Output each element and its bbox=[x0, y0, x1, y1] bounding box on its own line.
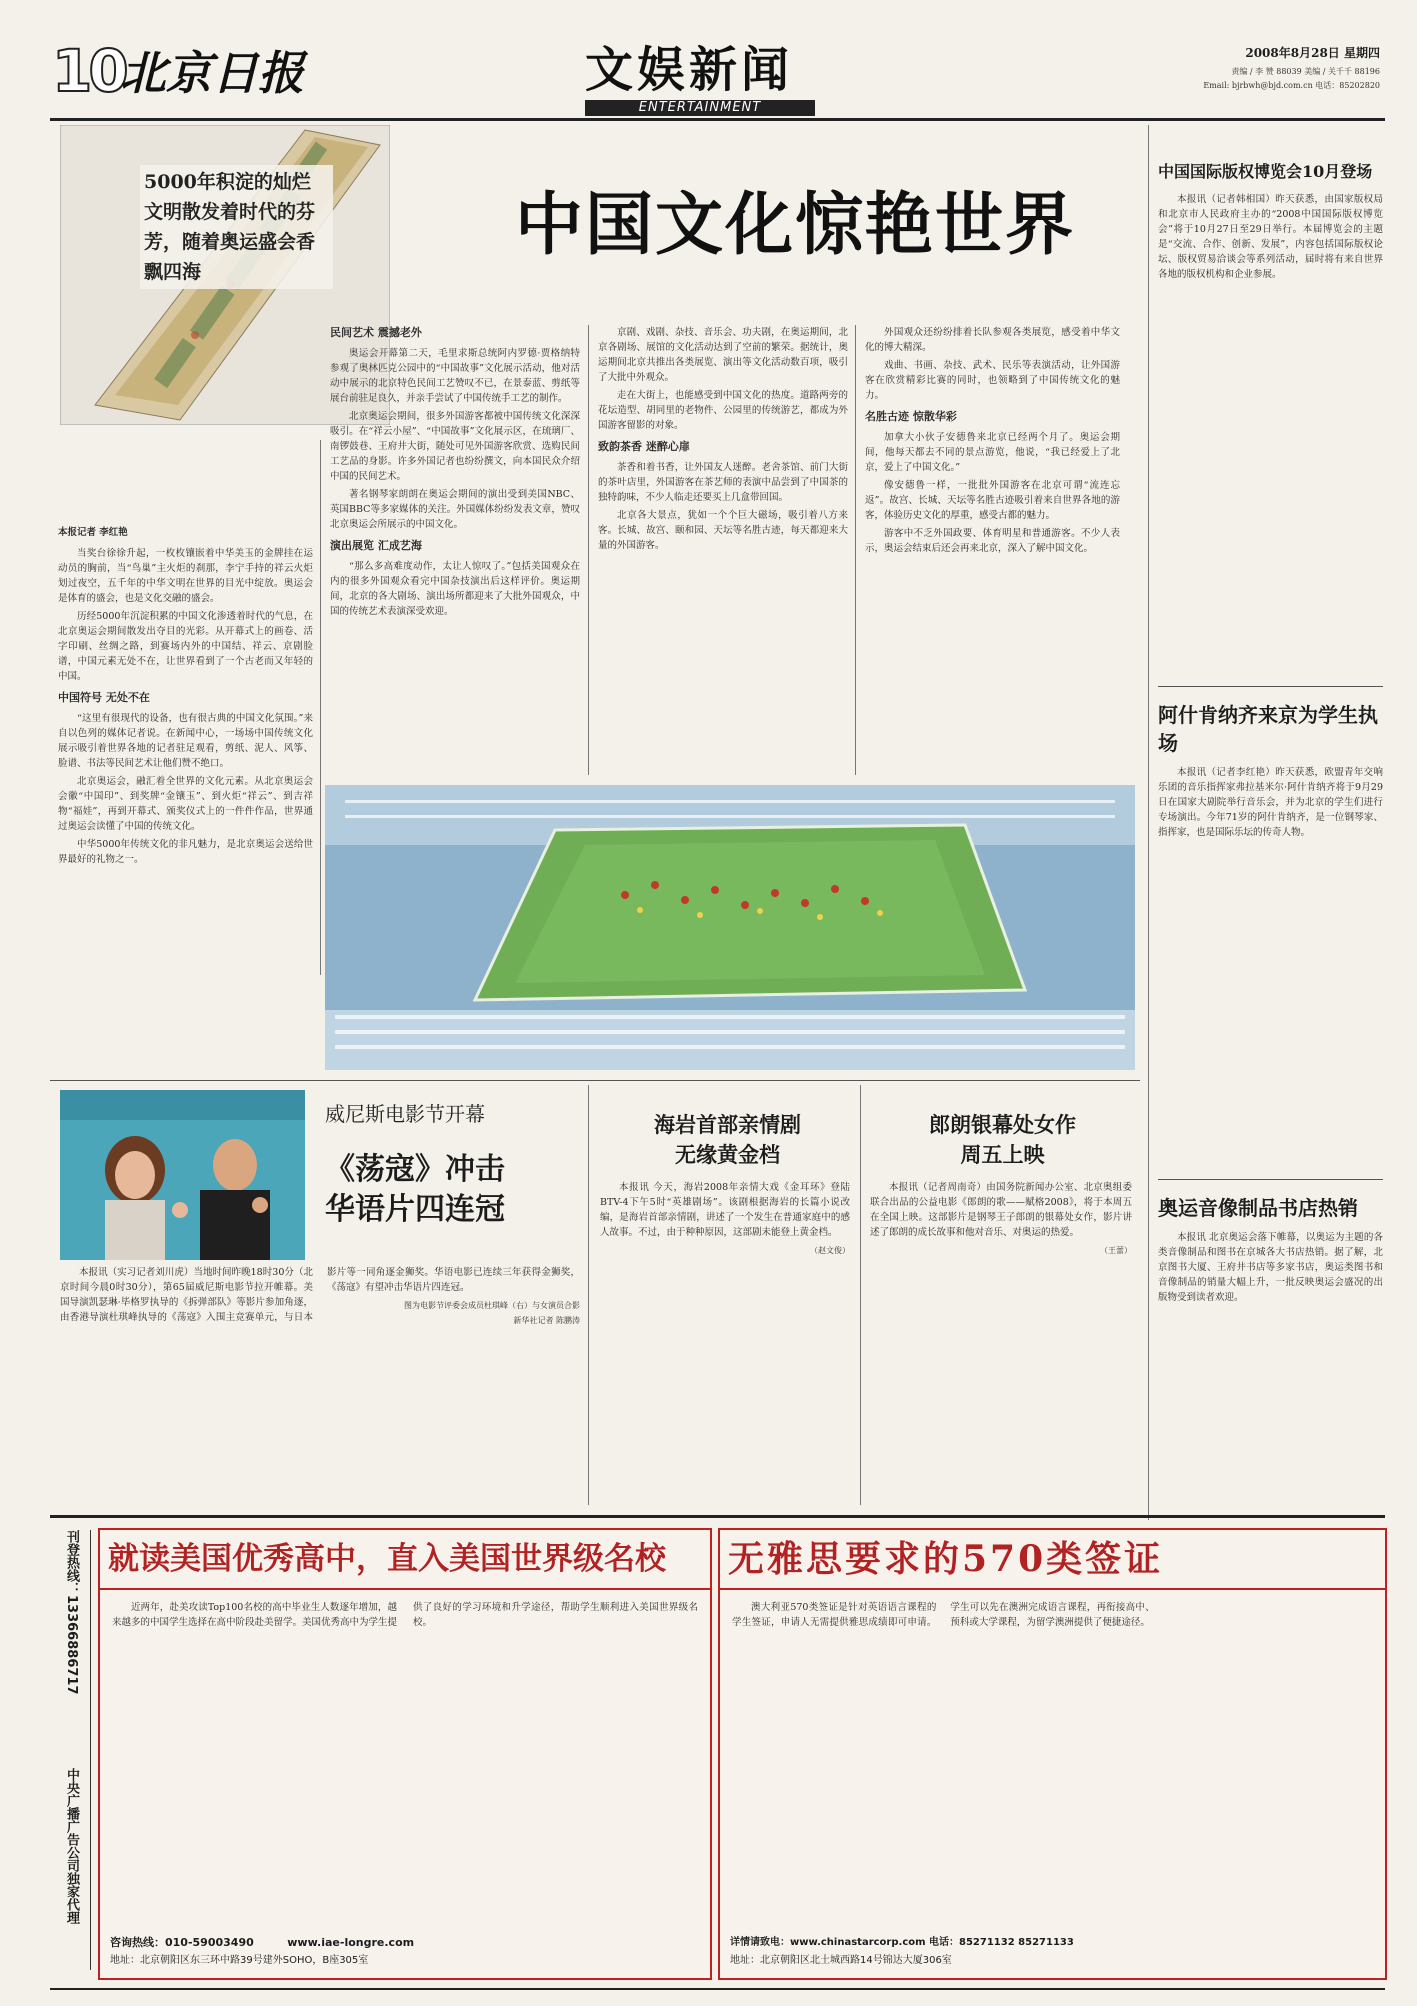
venice-kicker: 威尼斯电影节开幕 bbox=[325, 1102, 485, 1126]
lead-col-4 bbox=[865, 325, 1120, 765]
langlang-body bbox=[870, 1180, 1132, 1500]
section-title: 文娱新闻 bbox=[585, 42, 794, 98]
langlang-paragraph: 本报讯（记者周南奇）由国务院新闻办公室、北京奥组委联合出品的公益电影《郎朗的歌——赋格2008》，将于本周五在全国上映。这部影片是钢琴王子郎朗的银幕处女作，影片讲述了郎朗的成长故事和他对音乐、对奥运的热爱。 bbox=[870, 1182, 1132, 1238]
ad-right bbox=[718, 1528, 1387, 1980]
stadium-photo bbox=[325, 785, 1135, 1070]
ad-paragraph: 近两年，赴美攻读Top100名校的高中毕业生人数逐年增加，越来越多的中国学生选择在高中阶段赴美留学。美国优秀高中为学生提供了良好的学习环境和升学途径，帮助学生顺利进入美国世界级名校。 bbox=[112, 1602, 698, 1628]
page-bottom-rule bbox=[50, 1988, 1385, 1990]
venice-credit: 新华社记者 陈鹏涛 bbox=[513, 1316, 580, 1325]
langlang-headline-1: 郎朗银幕处女作 bbox=[929, 1112, 1076, 1137]
subhead-folk: 民间艺术 震撼老外 bbox=[330, 326, 422, 339]
lead-paragraph: 北京各大景点，犹如一个个巨大磁场，吸引着八方来客。长城、故宫、颐和园、天坛等名胜古迹，每天都迎来大量的外国游客。 bbox=[598, 510, 848, 551]
venice-photo-credit: 图为电影节评委会成员杜琪峰（右）与女演员合影 bbox=[404, 1301, 580, 1310]
lead-paragraph: “这里有很现代的设备，也有很古典的中国文化氛围。”来自以色列的媒体记者说。在新闻中心，一场场中国传统文化展示吸引着世界各地的记者驻足观看，剪纸、泥人、风筝、脸谱、书法等民间艺术让他们赞不绝口。 bbox=[58, 713, 313, 769]
lead-paragraph: 中华5000年传统文化的非凡魅力，是北京奥运会送给世界最好的礼物之一。 bbox=[58, 839, 313, 865]
ad-website[interactable]: www.iae-longre.com bbox=[287, 1936, 415, 1949]
issue-date: 2008年8月28日 星期四 bbox=[1245, 46, 1380, 60]
stadium-graphic bbox=[325, 785, 1135, 1070]
lead-paragraph: 茶香和着书香，让外国友人迷醉。老舍茶馆、前门大街的茶叶店里，外国游客在茶艺师的表演中品尝到了中国茶的独特韵味，不少人临走还要买上几盒带回国。 bbox=[598, 462, 848, 503]
col-divider bbox=[588, 325, 589, 775]
ad-paragraph: 澳大利亚570类签证是针对英语语言课程的学生签证，申请人无需提供雅思成绩即可申请。学生可以先在澳洲完成语言课程，再衔接高中、预科或大学课程，为留学澳洲提供了便捷途径。 bbox=[732, 1602, 1155, 1628]
lead-paragraph: 游客中不乏外国政要、体育明星和普通游客。不少人表示，奥运会结束后还会再来北京，深入了解中国文化。 bbox=[865, 528, 1120, 554]
ad-side-strip bbox=[62, 1530, 91, 1970]
sidebar-paragraph: 本报讯（记者李红艳）昨天获悉，欧盟青年交响乐团的音乐指挥家弗拉基米尔·阿什肯纳齐将于9月29日在国家大剧院举行音乐会，并为北京的学生们进行专场演出。今年71岁的阿什肯纳齐，是一位钢琴家、指挥家，也是国际乐坛的传奇人物。 bbox=[1158, 767, 1383, 838]
sidebar bbox=[1158, 160, 1383, 1450]
lead-paragraph: 加拿大小伙子安德鲁来北京已经两个月了。奥运会期间，他每天都去不同的景点游览，他说，“我已经爱上了北京，爱上了中国文化。” bbox=[865, 432, 1120, 473]
langlang-credit: （王蕾） bbox=[1100, 1246, 1132, 1255]
lead-paragraph: 京剧、戏剧、杂技、音乐会、功夫剧，在奥运期间，北京各剧场、展馆的文化活动达到了空前的繁荣。据统计，奥运期间北京共推出各类展览、演出等文化活动数百项，吸引了大批中外观众。 bbox=[598, 327, 848, 383]
venice-body bbox=[60, 1265, 580, 1490]
ad-top-rule bbox=[50, 1515, 1385, 1518]
sidebar-copyright-body bbox=[1158, 192, 1383, 672]
ad-hotline-vertical: 刊登热线：13366886717 bbox=[64, 1530, 79, 1695]
lead-paragraph: “那么多高难度动作，太让人惊叹了。”包括美国观众在内的很多外国观众看完中国杂技演出后这样评价。奥运期间，北京的各大剧场、演出场所都迎来了大批外国观众，中国的传统艺术表演深受欢迎。 bbox=[330, 561, 580, 617]
subhead-name: 名胜古迹 惊散华彩 bbox=[865, 410, 957, 423]
subhead-exhibit: 演出展览 汇成艺海 bbox=[330, 539, 422, 552]
lead-byline: 本报记者 李红艳 bbox=[58, 527, 128, 538]
ad-left-headline: 就读美国优秀高中，直入美国世界级名校 bbox=[100, 1530, 710, 1590]
lead-headline: 中国文化惊艳世界 bbox=[515, 185, 1076, 265]
sidebar-paragraph: 本报讯 北京奥运会落下帷幕，以奥运为主题的各类音像制品和图书在京城各大书店热销。据了解，北京图书大厦、王府井书店等多家书店，奥运类图书和音像制品的销量大幅上升，一批反映奥运会盛况的出版物受到读者欢迎。 bbox=[1158, 1232, 1383, 1303]
lead-paragraph: 像安德鲁一样，一批批外国游客在北京可谓“流连忘返”。故宫、长城、天坛等名胜古迹吸引着来自世界各地的游客，体验历史文化的厚重，感受古都的魅力。 bbox=[865, 480, 1120, 521]
masthead-rule bbox=[50, 118, 1385, 121]
venice-headline-2: 华语片四连冠 bbox=[325, 1192, 505, 1227]
lead-col-3 bbox=[598, 325, 848, 765]
sidebar-audio-title: 奥运音像制品书店热销 bbox=[1158, 1196, 1358, 1220]
ad-right-headline: 无雅思要求的570类签证 bbox=[720, 1530, 1385, 1590]
ad-right-footer bbox=[730, 1934, 1375, 1970]
drama-headline-2: 无缘黄金档 bbox=[675, 1142, 780, 1167]
col-divider bbox=[320, 440, 321, 975]
lead-paragraph: 历经5000年沉淀积累的中国文化渗透着时代的气息，在北京奥运会期间散发出夺目的光彩。从开幕式上的画卷、活字印刷、丝绸之路，到赛场内外的中国结、祥云、京剧脸谱，中国元素无处不在，让世界看到了一个古老而又年轻的中国。 bbox=[58, 611, 313, 682]
sidebar-ashkenazy-body bbox=[1158, 765, 1383, 1165]
lead-intro: 5000年积淀的灿烂文明散发着时代的芬芳，随着奥运盛会香飘四海 bbox=[140, 165, 333, 289]
ad-right-address: 地址：北京朝阳区北土城西路14号锦达大厦306室 bbox=[730, 1955, 952, 1966]
sidebar-rule bbox=[1158, 686, 1383, 687]
lead-paragraph: 北京奥运会，融汇着全世界的文化元素。从北京奥运会会徽“中国印”、到奖牌“金镶玉”、到火炬“祥云”、到吉祥物“福娃”，再到开幕式、颁奖仪式上的一件件作品，世界通过奥运会读懂了中国的传统文化。 bbox=[58, 776, 313, 832]
venice-photo bbox=[60, 1090, 305, 1260]
sidebar-paragraph: 本报讯（记者韩相国）昨天获悉，由国家版权局和北京市人民政府主办的“2008中国国际版权博览会”将于10月27日至29日举行。本届博览会的主题是“交流、合作、创新、发展”，内容包括国际版权论坛、版权贸易洽谈会等系列活动，届时将有来自世界各地的版权机构和企业参展。 bbox=[1158, 194, 1383, 280]
ad-address: 地址：北京朝阳区东三环中路39号建外SOHO，B座305室 bbox=[110, 1955, 369, 1966]
ad-left-footer bbox=[110, 1934, 700, 1970]
col-divider bbox=[860, 1085, 861, 1505]
sidebar-rule bbox=[1158, 1179, 1383, 1180]
lead-paragraph: 著名钢琴家朗朗在奥运会期间的演出受到美国NBC、英国BBC等多家媒体的关注。外国媒体纷纷发表文章，赞叹北京奥运会所展示的中国文化。 bbox=[330, 489, 580, 530]
lead-paragraph: 走在大街上，也能感受到中国文化的热度。道路两旁的花坛造型、胡同里的老物件、公园里的传统游艺，都成为外国游客留影的对象。 bbox=[598, 390, 848, 431]
drama-body bbox=[600, 1180, 850, 1500]
lead-col-2 bbox=[330, 325, 580, 765]
lead-paragraph: 奥运会开幕第二天，毛里求斯总统阿内罗德·贾格纳特参观了奥林匹克公园中的“中国故事”文化展示活动，他对活动中展示的北京特色民间工艺赞叹不已，在景泰蓝、剪纸等展台前驻足良久，并亲手尝试了中国传统手工艺的制作。 bbox=[330, 348, 580, 404]
sidebar-audio-body bbox=[1158, 1230, 1383, 1450]
section-en: ENTERTAINMENT bbox=[585, 100, 815, 116]
lead-paragraph: 当奖台徐徐升起，一枚枚镶嵌着中华美玉的金牌挂在运动员的胸前，当“鸟巢”主火炬的刹那，李宁手持的祥云火炬划过夜空，五千年的中华文明在世界的目光中绽放。奥运会是体育的盛会，也是文化交融的盛会。 bbox=[58, 548, 313, 604]
langlang-headline-2: 周五上映 bbox=[960, 1142, 1045, 1167]
drama-headline-1: 海岩首部亲情剧 bbox=[654, 1112, 801, 1137]
drama-paragraph: 本报讯 今天，海岩2008年亲情大戏《金耳环》登陆BTV-4下午5时“英雄剧场”。该剧根据海岩的长篇小说改编，是海岩首部亲情剧，讲述了一个发生在普通家庭中的感人故事。不过，由于种种原因，这部剧未能登上黄金档。 bbox=[600, 1182, 850, 1238]
sidebar-ashkenazy-title: 阿什肯纳齐来京为学生执场 bbox=[1158, 703, 1378, 755]
subhead-symbol: 中国符号 无处不在 bbox=[58, 691, 150, 704]
contact-info: Email: bjrbwh@bjd.com.cn 电话：85202820 bbox=[1203, 81, 1380, 90]
lead-paragraph: 戏曲、书画、杂技、武术、民乐等表演活动，让外国游客在欣赏精彩比赛的同时，也领略到了中国传统文化的魅力。 bbox=[865, 360, 1120, 401]
ad-left bbox=[98, 1528, 712, 1980]
ad-right-hotline: 详情请致电：www.chinastarcorp.com 电话：85271132 85271133 bbox=[730, 1937, 1074, 1948]
col-divider bbox=[855, 325, 856, 775]
subhead-tea: 致韵茶香 迷醉心扉 bbox=[598, 440, 690, 453]
sidebar-copyright-title: 中国国际版权博览会10月登场 bbox=[1158, 162, 1373, 181]
venice-headline-1: 《荡寇》冲击 bbox=[325, 1152, 505, 1187]
venice-photo-graphic bbox=[60, 1090, 305, 1260]
ad-right-body bbox=[720, 1590, 1385, 1920]
ad-hotline: 咨询热线：010-59003490 bbox=[110, 1936, 254, 1949]
lead-paragraph: 外国观众还纷纷排着长队参观各类展览，感受着中华文化的博大精深。 bbox=[865, 327, 1120, 353]
drama-credit: （赵文俊） bbox=[810, 1246, 850, 1255]
ad-left-body bbox=[100, 1590, 710, 1920]
ad-agency-vertical: 中央广播广告公司独家代理 bbox=[64, 1768, 79, 1924]
sidebar-divider bbox=[1148, 125, 1149, 1520]
section-rule bbox=[50, 1080, 1140, 1081]
page-number: 10 bbox=[52, 37, 125, 105]
lead-col-1 bbox=[58, 525, 313, 970]
lead-paragraph: 北京奥运会期间，很多外国游客都被中国传统文化深深吸引。在“祥云小屋”、“中国故事”文化展示区，在琉璃厂、南锣鼓巷、王府井大街，随处可见外国游客欣赏、选购民间工艺品的身影。许多外国记者也纷纷撰文，向本国民众介绍中国的民间艺术。 bbox=[330, 411, 580, 482]
venice-paragraph: 本报讯（实习记者刘川虎）当地时间昨晚18时30分（北京时间今晨0时30分），第65届威尼斯电影节拉开帷幕。美国导演凯瑟琳·毕格罗执导的《拆弹部队》等影片参加角逐，由香港导演杜琪峰执导的《荡寇》入围主竞赛单元，与日本影片等一同角逐金狮奖。华语电影已连续三年获得金狮奖，《荡寇》有望冲击华语片四连冠。 bbox=[60, 1267, 580, 1323]
paper-name: 北京日报 bbox=[120, 46, 304, 100]
col-divider bbox=[588, 1085, 589, 1505]
editor-info: 责编 / 李 赞 88039 美编 / 关千千 88196 bbox=[1231, 67, 1380, 76]
